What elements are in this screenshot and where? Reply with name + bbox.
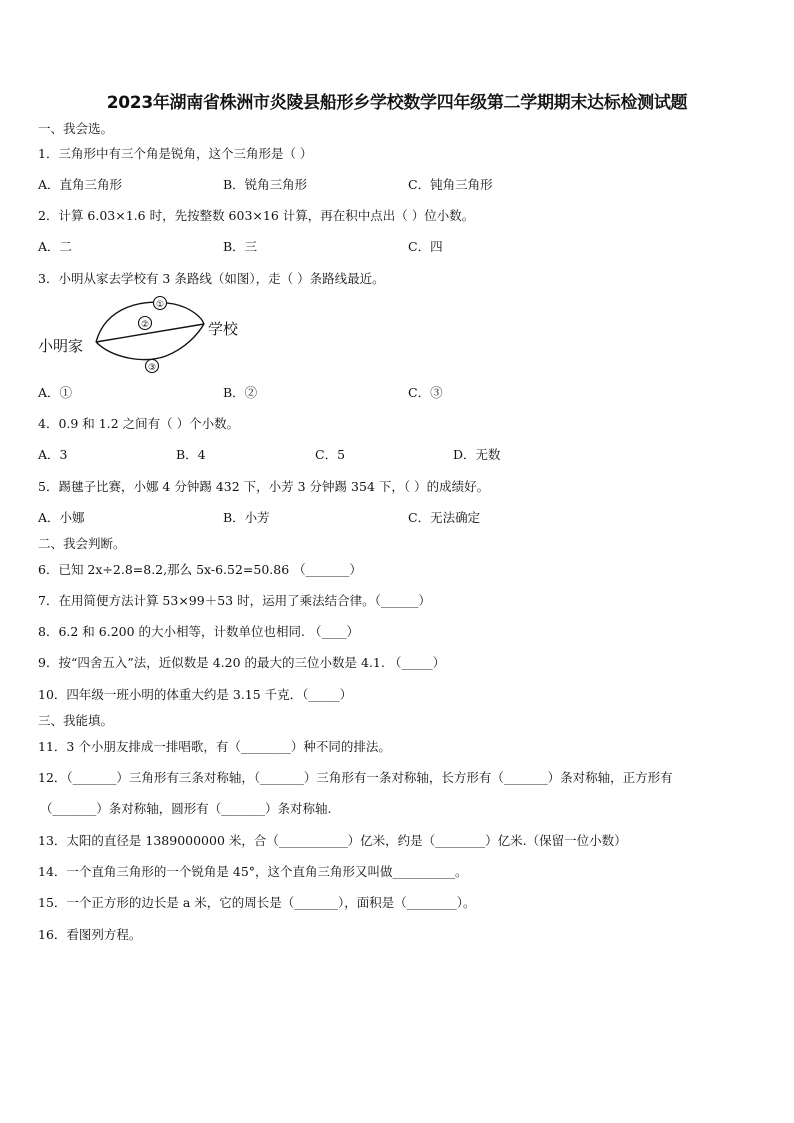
question-3: 3．小明从家去学校有 3 条路线（如图），走（ ）条路线最近。 bbox=[38, 271, 385, 286]
question-10: 10．四年级一班小明的体重大约是 3.15 千克．（_____） bbox=[38, 687, 353, 702]
section-heading-choose: 一、我会选。 bbox=[38, 121, 114, 136]
q1-option-b: B．锐角三角形 bbox=[223, 177, 308, 192]
question-16: 16．看图列方程。 bbox=[38, 927, 142, 942]
q2-option-a: A．二 bbox=[38, 239, 73, 254]
question-15: 15．一个正方形的边长是 a 米，它的周长是（_______），面积是（________）。 bbox=[38, 895, 476, 910]
question-11: 11．3 个小朋友排成一排唱歌，有（________）种不同的排法。 bbox=[38, 739, 391, 754]
question-5: 5．踢毽子比赛，小娜 4 分钟踢 432 下，小芳 3 分钟踢 354 下，（ ）的成绩好。 bbox=[38, 479, 490, 494]
q5-option-b: B．小芳 bbox=[223, 510, 270, 525]
q3-option-a: A．① bbox=[38, 385, 73, 400]
q4-option-b: B．4 bbox=[176, 447, 206, 462]
route-diagram bbox=[34, 292, 264, 380]
route-mark-2: ② bbox=[140, 320, 150, 330]
school-label: 学校 bbox=[208, 320, 239, 338]
q2-option-b: B．三 bbox=[223, 239, 258, 254]
question-13: 13．太阳的直径是 1389000000 米，合（___________）亿米，约是（________）亿米.（保留一位小数） bbox=[38, 833, 627, 848]
home-label: 小明家 bbox=[38, 337, 84, 355]
route-3-path bbox=[96, 324, 204, 360]
route-mark-1: ① bbox=[155, 300, 165, 310]
question-7: 7．在用简便方法计算 53×99＋53 时，运用了乘法结合律。（______） bbox=[38, 593, 431, 608]
route-mark-3: ③ bbox=[147, 363, 157, 373]
page-title: 2023年湖南省株洲市炎陵县船形乡学校数学四年级第二学期期末达标检测试题 bbox=[106, 93, 688, 113]
q1-option-c: C．钝角三角形 bbox=[408, 177, 493, 192]
question-1: 1．三角形中有三个角是锐角，这个三角形是（ ） bbox=[38, 146, 313, 161]
q3-option-c: C．③ bbox=[408, 385, 443, 400]
q5-option-a: A．小娜 bbox=[38, 510, 85, 525]
question-9: 9．按“四舍五入”法，近似数是 4.20 的最大的三位小数是 4.1. （_____） bbox=[38, 655, 446, 670]
q4-option-c: C．5 bbox=[315, 447, 346, 462]
question-14: 14．一个直角三角形的一个锐角是 45°，这个直角三角形又叫做__________。 bbox=[38, 864, 468, 879]
q3-option-b: B．② bbox=[223, 385, 258, 400]
section-heading-fill: 三、我能填。 bbox=[38, 713, 114, 728]
q4-option-d: D．无数 bbox=[453, 447, 501, 462]
q1-option-a: A．直角三角形 bbox=[38, 177, 123, 192]
section-heading-judge: 二、我会判断。 bbox=[38, 536, 126, 551]
question-12-line-2: （_______）条对称轴，圆形有（_______）条对称轴. bbox=[40, 801, 332, 816]
question-2: 2．计算 6.03×1.6 时，先按整数 603×16 计算，再在积中点出（ ）位小数。 bbox=[38, 208, 475, 223]
question-12-line-1: 12．（_______）三角形有三条对称轴，（_______）三角形有一条对称轴，长方形有（_______）条对称轴，正方形有 bbox=[38, 770, 673, 785]
question-8: 8．6.2 和 6.200 的大小相等，计数单位也相同. （____） bbox=[38, 624, 359, 639]
question-4: 4．0.9 和 1.2 之间有（ ）个小数。 bbox=[38, 416, 240, 431]
q4-option-a: A．3 bbox=[38, 447, 68, 462]
question-6: 6．已知 2x÷2.8=8.2,那么 5x-6.52=50.86 （_______） bbox=[38, 562, 362, 577]
q2-option-c: C．四 bbox=[408, 239, 443, 254]
q5-option-c: C．无法确定 bbox=[408, 510, 481, 525]
